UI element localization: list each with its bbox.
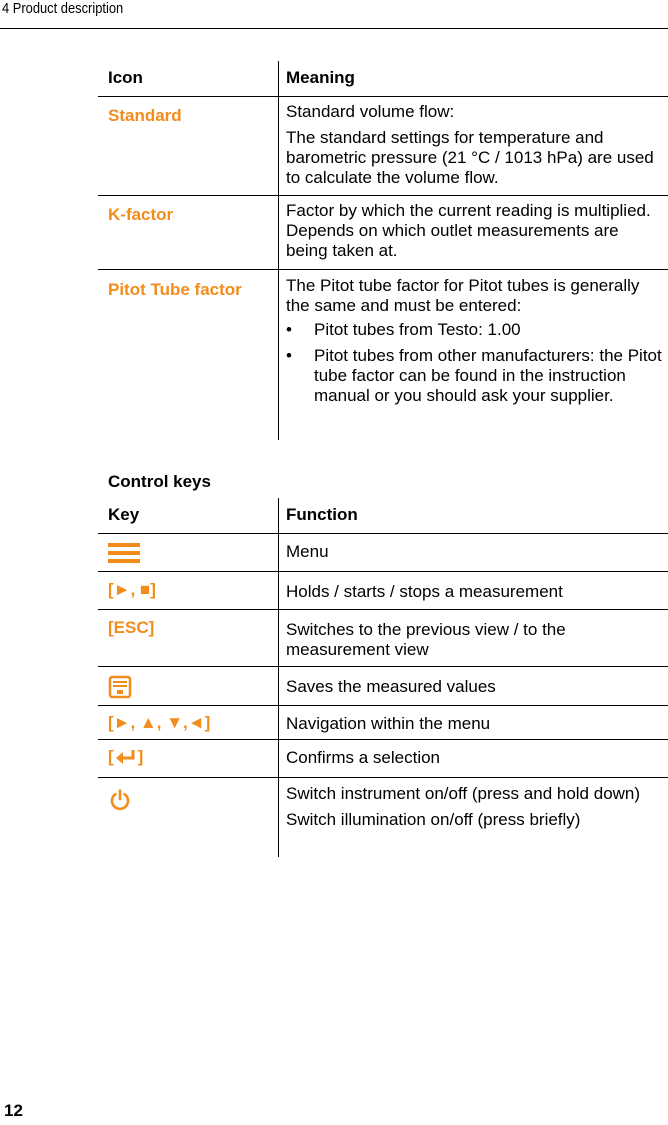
page-header xyxy=(0,0,668,29)
key-label-start-stop: [►, ■] xyxy=(108,580,156,599)
function-cell xyxy=(278,667,668,705)
function-cell xyxy=(278,610,668,666)
meaning-cell xyxy=(278,196,668,269)
key-bracket-open: [ xyxy=(108,747,114,766)
function-text: Switches to the previous view / to the measurement view xyxy=(286,620,566,659)
function-text: Holds / starts / stops a measurement xyxy=(286,582,563,601)
function-text: Confirms a selection xyxy=(286,748,441,767)
list-item: • Pitot tubes from Testo: 1.00 xyxy=(286,320,521,339)
menu-icon xyxy=(108,541,278,565)
key-cell xyxy=(98,667,278,705)
meaning-cell xyxy=(278,97,668,195)
table-header-row xyxy=(98,498,668,534)
table-row xyxy=(98,610,668,667)
table-row xyxy=(98,740,668,778)
key-label-navigation: [►, ▲, ▼,◄] xyxy=(108,713,211,732)
icon-label-standard: Standard xyxy=(108,106,182,125)
enter-icon xyxy=(115,748,137,766)
list-item-text: Pitot tubes from Testo: 1.00 xyxy=(314,320,521,339)
function-cell xyxy=(278,534,668,571)
table-row xyxy=(98,534,668,572)
function-text: Switch illumination on/off (press briefly) xyxy=(286,810,581,829)
column-header-meaning: Meaning xyxy=(278,61,668,96)
meaning-text: The Pitot tube factor for Pitot tubes is generally the same and must be entered: xyxy=(286,276,640,315)
column-header-key: Key xyxy=(108,505,140,524)
table-header-row xyxy=(98,61,668,97)
meaning-cell xyxy=(278,270,668,440)
section-title: 4 Product description xyxy=(2,0,124,17)
function-text: Menu xyxy=(286,542,329,561)
function-cell xyxy=(278,706,668,739)
table-row xyxy=(98,572,668,610)
icon-label-k-factor: K-factor xyxy=(108,205,174,224)
list-item: • Pitot tubes from other manufacturers: the Pitot tube factor can be found in the instruction manual or you should ask your supplier. xyxy=(286,346,664,406)
key-label-esc: [ESC] xyxy=(108,618,155,637)
list-item-text: Pitot tubes from other manufacturers: the Pitot tube factor can be found in the instruction manual or you should ask your supplier. xyxy=(314,346,662,405)
function-cell xyxy=(278,572,668,609)
save-icon xyxy=(108,675,278,699)
meaning-text: Factor by which the current reading is multiplied. Depends on which outlet measurements are being taken at. xyxy=(286,201,651,260)
column-header-function: Function xyxy=(278,498,668,533)
function-text: Saves the measured values xyxy=(286,677,496,696)
meaning-text: Standard volume flow: xyxy=(286,102,455,121)
page-number: 12 xyxy=(4,1101,23,1120)
table-row xyxy=(98,667,668,706)
power-icon xyxy=(108,788,278,812)
table-row xyxy=(98,97,668,196)
control-keys-table xyxy=(98,498,668,857)
key-cell xyxy=(98,740,278,777)
table-row xyxy=(98,706,668,740)
function-text: Switch instrument on/off (press and hold down) xyxy=(286,784,641,803)
function-cell xyxy=(278,740,668,777)
table-row xyxy=(98,196,668,270)
table-row xyxy=(98,270,668,440)
icons-table xyxy=(98,61,668,440)
control-keys-heading: Control keys xyxy=(108,472,211,491)
icon-label-pitot-tube-factor: Pitot Tube factor xyxy=(108,280,242,299)
column-header-icon: Icon xyxy=(108,68,143,87)
function-text: Navigation within the menu xyxy=(286,714,491,733)
key-cell xyxy=(98,778,278,857)
function-cell xyxy=(278,778,668,857)
meaning-text: The standard settings for temperature and barometric pressure (21 °C / 1013 hPa) are used to calculate the volume flow. xyxy=(286,128,654,187)
key-cell xyxy=(98,534,278,571)
key-bracket-close: ] xyxy=(137,747,144,766)
table-row xyxy=(98,778,668,857)
